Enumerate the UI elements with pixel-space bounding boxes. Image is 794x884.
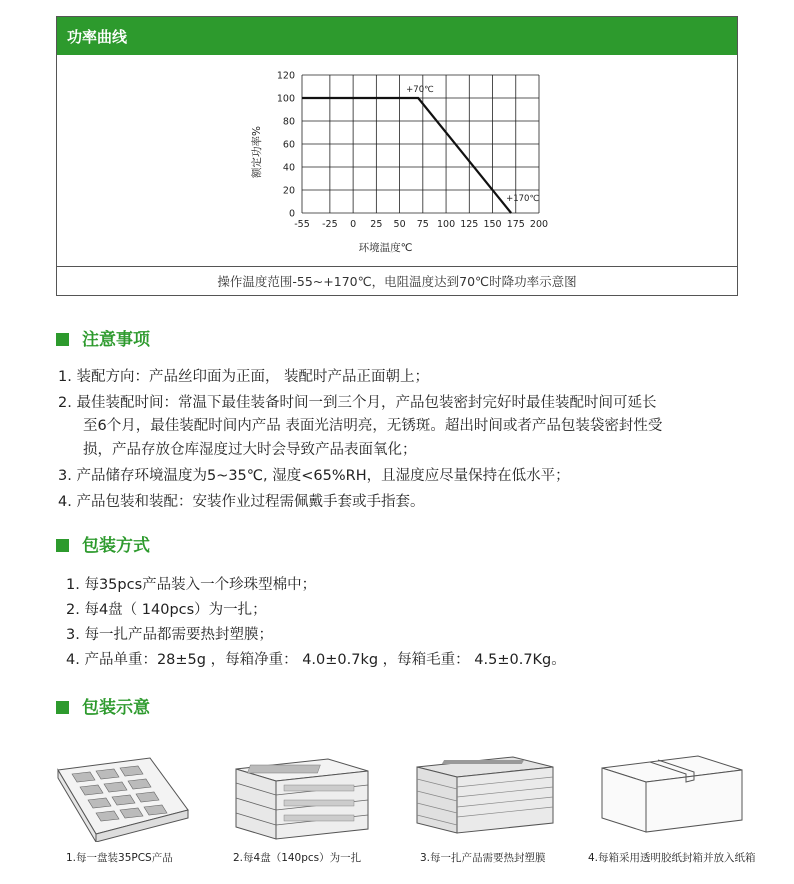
panel-title: 功率曲线 [67, 28, 128, 46]
y-tick-label: 0 [288, 208, 295, 220]
notes-heading-text: 注意事项 [82, 330, 150, 350]
panel-header [57, 17, 737, 55]
x-tick-label: 200 [529, 219, 549, 230]
derating-panel [56, 16, 738, 296]
tray-illustration [50, 750, 195, 842]
y-tick-label: 100 [276, 93, 295, 105]
diagram-heading-text: 包装示意 [82, 698, 150, 718]
x-tick-label: 100 [436, 219, 456, 230]
x-tick-label: -25 [322, 219, 338, 230]
notes-line: 4. 产品包装和装配：安装作业过程需佩戴手套或手指套。 [58, 494, 425, 510]
y-tick-label: 20 [282, 185, 295, 197]
chart-annotation: +70℃ [406, 85, 434, 95]
x-tick-label: 75 [416, 219, 429, 230]
notes-line: 至6个月，最佳装配时间内产品 表面光洁明亮，无锈斑。超出时间或者产品包装袋密封性受 [83, 418, 663, 434]
x-tick-label: 25 [370, 219, 383, 230]
y-axis-label: 额定功率% [251, 126, 263, 178]
notes-line: 3. 产品储存环境温度为5~35℃, 湿度<65%RH，且湿度应尽量保持在低水平； [58, 468, 570, 484]
square-bullet-icon [56, 701, 69, 714]
diagram-caption: 4.每箱采用透明胶纸封箱并放入纸箱 [588, 852, 756, 864]
chart-annotation: +170℃ [506, 194, 540, 204]
packing-line: 4. 产品单重：28±5g ，每箱净重： 4.0±0.7kg ，每箱毛重： 4.5±0.7Kg。 [66, 652, 566, 668]
shrink-wrap-illustration [415, 755, 557, 835]
y-tick-label: 60 [282, 139, 295, 151]
x-tick-label: -55 [294, 219, 310, 230]
y-tick-label: 120 [276, 70, 295, 82]
diagram-caption: 1.每一盘装35PCS产品 [66, 852, 173, 864]
derating-curve-line [302, 98, 511, 213]
x-axis-label: 环境温度℃ [358, 242, 413, 254]
square-bullet-icon [56, 333, 69, 346]
y-tick-label: 40 [282, 162, 295, 174]
packing-line: 3. 每一扎产品都需要热封塑膜； [66, 627, 273, 643]
packing-line: 2. 每4盘（ 140pcs）为一扎； [66, 602, 267, 618]
tray-stack-illustration [232, 755, 372, 843]
y-tick-label: 80 [282, 116, 295, 128]
derating-chart [57, 55, 737, 266]
carton-box-illustration [598, 752, 746, 834]
x-tick-label: 125 [460, 219, 479, 230]
packing-heading-text: 包装方式 [82, 536, 150, 556]
notes-line: 损，产品存放仓库湿度过大时会导致产品表面氧化； [83, 442, 417, 458]
x-tick-label: 175 [506, 219, 525, 230]
x-tick-label: 150 [483, 219, 502, 230]
square-bullet-icon [56, 539, 69, 552]
diagram-caption: 2.每4盘（140pcs）为一扎 [233, 852, 362, 864]
x-tick-label: 0 [350, 219, 357, 230]
notes-line: 1. 装配方向：产品丝印面为正面， 装配时产品正面朝上； [58, 369, 430, 385]
chart-caption: 操作温度范围-55~+170℃，电阻温度达到70℃时降功率示意图 [57, 266, 737, 297]
diagram-caption: 3.每一扎产品需要热封塑膜 [420, 852, 546, 864]
packing-line: 1. 每35pcs产品装入一个珍珠型棉中； [66, 577, 317, 593]
x-tick-label: 50 [393, 219, 406, 230]
notes-line: 2. 最佳装配时间：常温下最佳装备时间一到三个月，产品包装密封完好时最佳装配时间可延长 [58, 395, 657, 411]
